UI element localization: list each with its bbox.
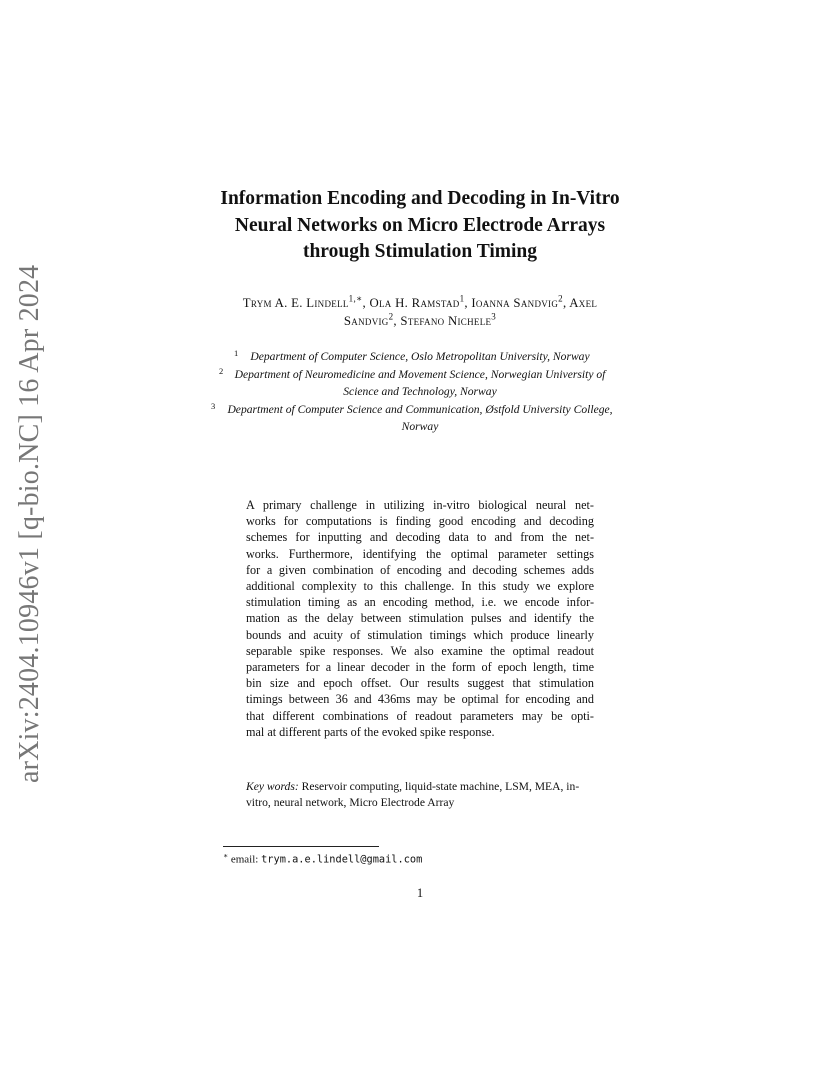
author-name: Trym A. E. Lindell (242, 296, 349, 310)
affiliation-text: Norway (401, 420, 439, 433)
author-affiliation-marker: 1 (459, 293, 465, 304)
author-affiliation-marker: 3 (491, 311, 497, 322)
title-line: Information Encoding and Decoding in In-Vitro (220, 188, 620, 209)
keywords-line: vitro, neural network, Micro Electrode Array (246, 796, 455, 810)
author-affiliation-marker: 1,∗ (348, 293, 363, 304)
abstract-line: stimulation timing as an encoding method, i.e. we encode infor- (246, 595, 594, 610)
affiliation-text: Department of Computer Science and Communication, Østfold University College, (227, 402, 613, 416)
author-name: Stefano Nichele (400, 314, 492, 328)
author-list (190, 294, 650, 330)
abstract-line: schemes for inputting and decoding data to and from the net- (246, 530, 594, 545)
footnote-divider (223, 846, 379, 847)
keywords-text: Reservoir computing, liquid-state machine, LSM, MEA, in- (301, 780, 580, 793)
affiliation (200, 366, 640, 401)
affiliation-list (200, 348, 640, 436)
title-line: Neural Networks on Micro Electrode Arrays (234, 214, 606, 236)
author-affiliation-marker: 2 (388, 311, 394, 322)
abstract-line: bin size and epoch offset. Our results suggest that stimulation (246, 676, 594, 691)
author-name: Axel (569, 296, 598, 310)
affiliation-text: Department of Neuromedicine and Movement Science, Norwegian University of (234, 367, 606, 381)
abstract-line: for a given combination of encoding and decoding schemes adds (246, 562, 594, 577)
abstract-line: mation as the delay between stimulation pulses and identify the (246, 611, 594, 626)
author-separator: , (393, 314, 401, 328)
abstract-line: parameters for a linear decoder in the form of epoch length, time (246, 660, 594, 675)
abstract-line: A primary challenge in utilizing in-vitro biological neural net- (246, 498, 594, 512)
author-separator: , (362, 296, 370, 310)
paper-title (160, 186, 680, 266)
abstract-line: separable spike responses. We also examine the optimal readout (246, 643, 594, 658)
affiliation-number: 1 (234, 348, 239, 358)
email-link[interactable]: trym.a.e.lindell@gmail.com (261, 853, 423, 866)
keywords (246, 779, 594, 811)
author-separator: , (562, 296, 570, 310)
author-name: Sandvig (343, 314, 389, 328)
page-number: 1 (416, 886, 424, 900)
abstract-line: timings between 36 and 436ms may be optimal for encoding and (246, 692, 594, 707)
keywords-line (246, 779, 594, 795)
abstract-line: works for computations is finding good encoding and decoding (246, 514, 594, 529)
footnote-label: email: (230, 853, 262, 866)
author-line (190, 312, 650, 330)
keywords-label: Key words: (246, 780, 299, 793)
author-name: Ola H. Ramstad (369, 296, 460, 310)
abstract-line: additional complexity to this challenge. In this study we explore (246, 579, 594, 594)
abstract-line: bounds and acuity of stimulation timings which produce linearly (246, 627, 594, 642)
affiliation-text: Science and Technology, Norway (343, 385, 497, 398)
arxiv-identifier-stamp: arXiv:2404.10946v1 [q-bio.NC] 16 Apr 2024 (14, 264, 45, 783)
author-line (190, 294, 650, 312)
abstract-line: works. Furthermore, identifying the optimal parameter settings (246, 546, 594, 561)
affiliation (200, 401, 640, 436)
author-separator: , (464, 296, 472, 310)
affiliation-number: 3 (211, 400, 216, 411)
affiliation-number: 2 (219, 365, 224, 376)
abstract-line: that different combinations of readout parameters may be opti- (246, 708, 594, 723)
author-name: Ioanna Sandvig (471, 296, 559, 310)
affiliation-text: Department of Computer Science, Oslo Metropolitan University, Norway (250, 350, 590, 363)
abstract-line: mal at different parts of the evoked spike response. (246, 724, 495, 739)
affiliation (200, 348, 640, 366)
author-affiliation-marker: 2 (558, 293, 563, 304)
footnote (223, 849, 422, 867)
abstract (246, 497, 594, 740)
footnote-marker: ∗ (223, 851, 229, 860)
title-line: through Stimulation Timing (302, 241, 538, 262)
